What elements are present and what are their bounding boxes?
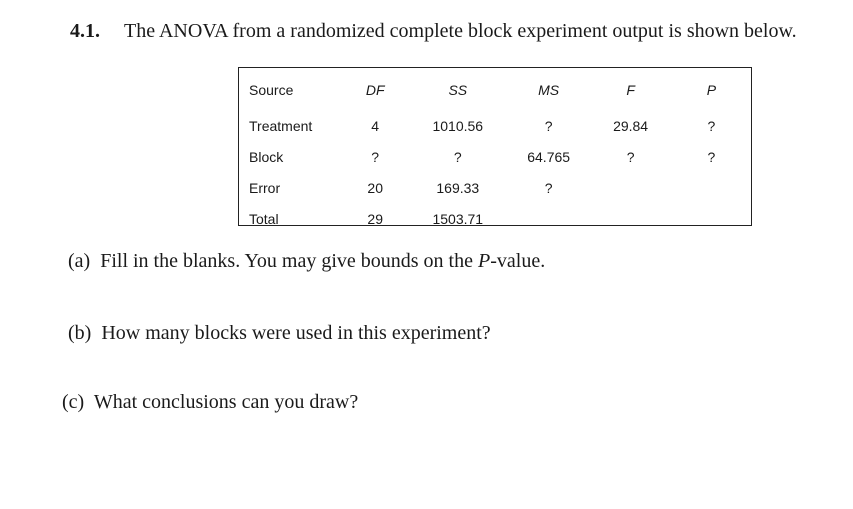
question-c-text: What conclusions can you draw? (93, 391, 359, 413)
problem-number: 4.1. (70, 20, 100, 42)
cell-ms: ? (544, 179, 553, 196)
question-b-text: How many blocks were used in this experiment? (101, 322, 491, 344)
question-b-label: (b) (68, 322, 92, 344)
cell-f: ? (626, 148, 635, 165)
question-a-text-italic: P (478, 250, 491, 272)
cell-ss: 169.33 (436, 179, 480, 196)
question-a-label: (a) (68, 250, 91, 272)
header-ms: MS (538, 82, 560, 98)
table-row-block (239, 141, 751, 172)
cell-df: 4 (371, 117, 380, 134)
question-c-label: (c) (62, 391, 85, 413)
header-f: F (626, 82, 635, 98)
cell-p: ? (707, 148, 716, 165)
cell-f (589, 172, 672, 203)
question-a-text-before: Fill in the blanks. You may give bounds on the (100, 250, 478, 272)
problem-statement: The ANOVA from a randomized complete block experiment output is shown below. (124, 20, 797, 42)
cell-source: Error (249, 179, 281, 196)
header-p: P (706, 82, 717, 98)
cell-f (589, 203, 672, 234)
question-a (68, 250, 545, 273)
cell-ss: ? (453, 148, 462, 165)
cell-p (672, 203, 751, 234)
cell-source: Total (249, 210, 279, 227)
header-df: DF (365, 82, 385, 98)
table-row-total (239, 203, 751, 234)
table-row-error (239, 172, 751, 203)
cell-source: Block (249, 148, 284, 165)
cell-ss: 1503.71 (432, 210, 484, 227)
cell-ss: 1010.56 (432, 117, 484, 134)
question-a-text-after: -value. (490, 250, 546, 272)
cell-df: 29 (367, 210, 383, 227)
question-b (68, 322, 491, 345)
cell-df: 20 (367, 179, 383, 196)
table-row-treatment (239, 110, 751, 141)
cell-ms: 64.765 (527, 148, 571, 165)
cell-ms: ? (544, 117, 553, 134)
cell-p: ? (707, 117, 716, 134)
anova-table (239, 68, 751, 234)
question-c (62, 391, 358, 414)
header-ss: SS (448, 82, 468, 98)
header-source: Source (249, 82, 294, 98)
cell-f: 29.84 (613, 117, 649, 134)
table-header-row (239, 68, 751, 110)
cell-ms (508, 203, 589, 234)
cell-source: Treatment (249, 117, 313, 134)
problem-header (70, 20, 797, 43)
cell-df: ? (371, 148, 380, 165)
anova-table-box (238, 67, 752, 226)
cell-p (672, 172, 751, 203)
